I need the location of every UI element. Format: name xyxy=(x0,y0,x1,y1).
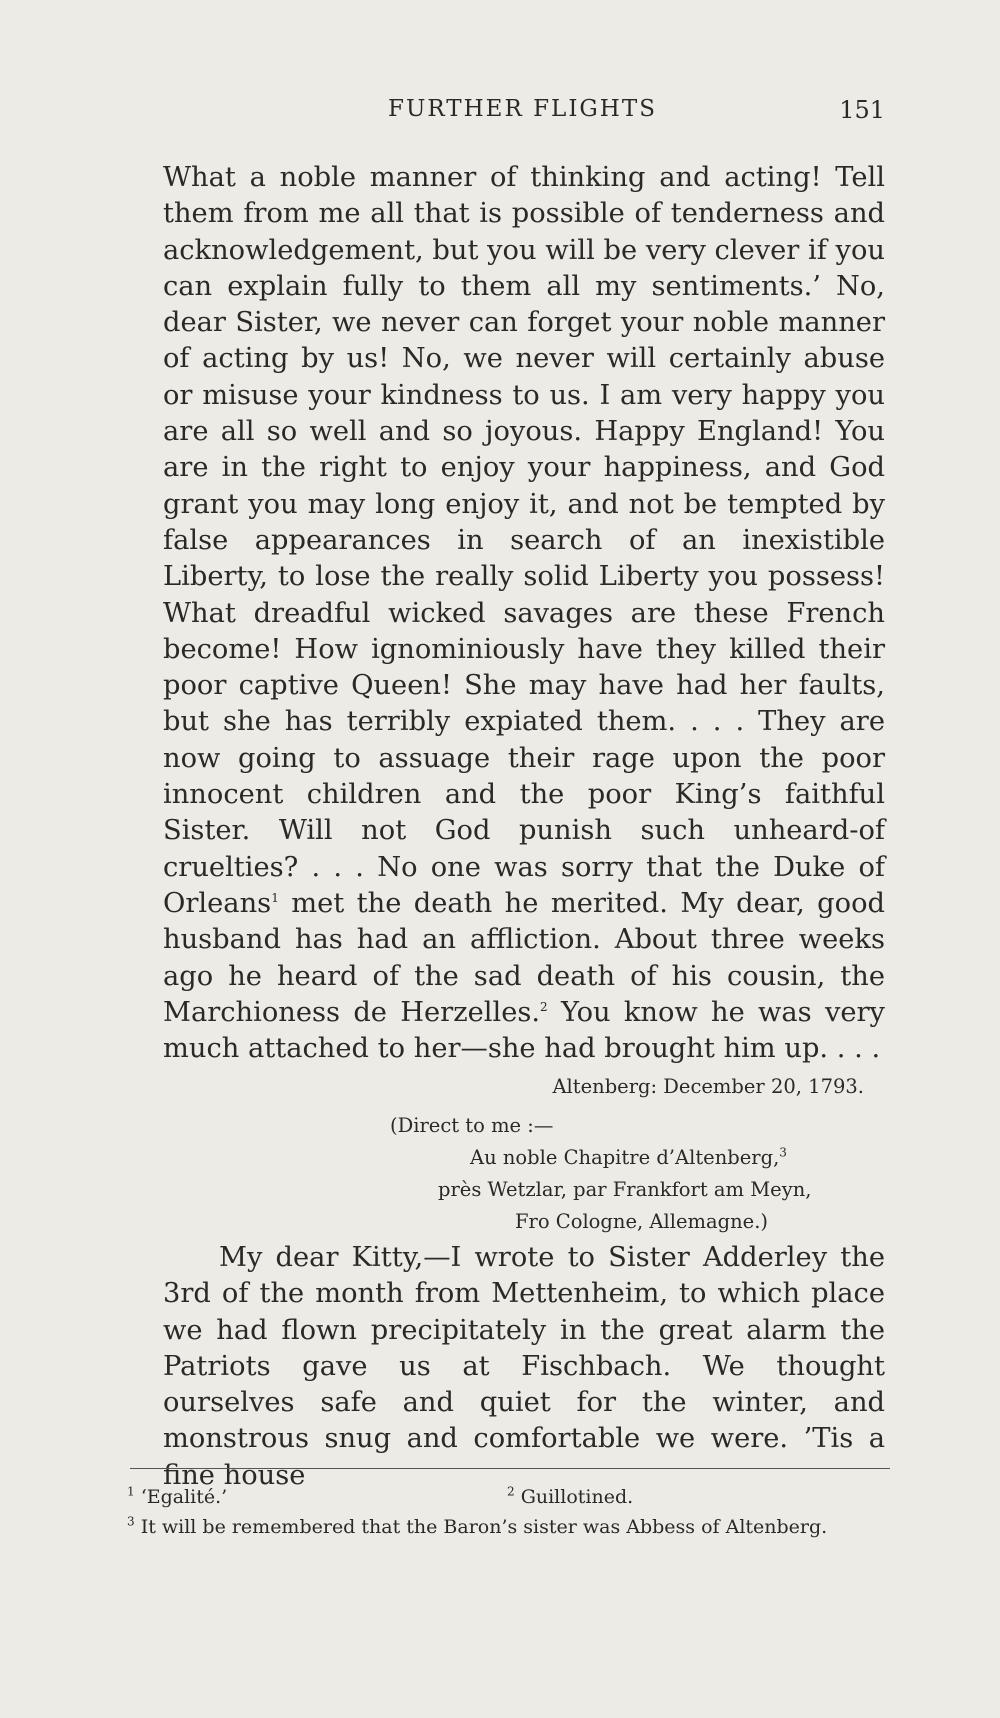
address-line-3: près Wetzlar, par Frankfort am Meyn, xyxy=(438,1178,812,1201)
dateline: Altenberg: December 20, 1793. xyxy=(552,1075,864,1098)
address-line-2 xyxy=(390,1142,900,1174)
letter-two-paragraph: My dear Kitty,—I wrote to Sister Adderley the 3rd of the month from Mettenheim, to which place we had flown precipitately in the great alarm the Patriots gave us at Fischbach. We thought ourselves safe and quiet for the winter, and monstrous snug and comfortable we were. ’Tis a fine house xyxy=(163,1242,885,1491)
body-text-part1: What a noble manner of thinking and acting! Tell them from me all that is possible of tenderness and acknowledgement, but you will be very clever if you can explain fully to them all my sentiments.’ No, dear Sister, we never can forget your noble manner of acting by us! No, we never will certainly abuse or misuse your kindness to us. I am very happy you are all so well and so joyous. Happy England! You are in the right to enjoy your happiness, and God grant you may long enjoy it, and not be tempted by false appearances in search of an inexistible Liberty, to lose the really solid Liberty you possess! What dreadful wicked savages are these French become! How ignominiously have they killed their poor captive Queen! She may have had her faults, but she has terribly expiated them. . . . They are now going to assuage their rage upon the poor innocent children and the poor King’s faithful Sister. Will not God punish such unheard-of cruelties? . . . No one was sorry that the Duke of Orleans xyxy=(163,162,885,919)
body-text-part3: You know he was very much attached to her—she had brought him up. . . . xyxy=(163,996,885,1065)
address-line-4: Fro Cologne, Allemagne.) xyxy=(515,1210,769,1233)
footnote-2-text: Guillotined. xyxy=(520,1486,634,1508)
footnote-3-number: 3 xyxy=(127,1514,135,1529)
letter-two xyxy=(163,1240,885,1494)
letter-continuation-paragraph xyxy=(163,160,885,1067)
address-line-2-text: Au noble Chapitre d’Altenberg, xyxy=(470,1146,780,1169)
footnote-2-number: 2 xyxy=(507,1484,515,1499)
footnote-3-text: It will be remembered that the Baron’s sister was Abbess of Altenberg. xyxy=(140,1516,828,1538)
running-title: FURTHER FLIGHTS xyxy=(388,96,657,122)
footnote-2 xyxy=(507,1482,892,1512)
footnote-1-number: 1 xyxy=(127,1484,135,1499)
running-head xyxy=(160,96,885,136)
footnote-3 xyxy=(107,1512,892,1542)
footnote-ref-1: 1 xyxy=(271,890,279,905)
body-text-part2: met the death he merited. My dear, good husband has had an affliction. About three weeks ago he heard of the sad death of his cousin, the Marchioness de Herzelles. xyxy=(163,887,885,1028)
footnote-rule xyxy=(130,1468,890,1469)
footnote-1-text: ‘Egalité.’ xyxy=(140,1486,228,1508)
address-block xyxy=(390,1110,900,1238)
footnote-ref-3: 3 xyxy=(779,1145,787,1160)
letter-continuation xyxy=(163,160,885,1067)
footnotes xyxy=(107,1482,892,1542)
footnote-ref-2: 2 xyxy=(540,999,548,1014)
address-line-1: (Direct to me :— xyxy=(390,1114,554,1137)
footnote-1 xyxy=(107,1482,507,1512)
page-number: 151 xyxy=(839,96,885,124)
footnote-row xyxy=(107,1482,892,1512)
